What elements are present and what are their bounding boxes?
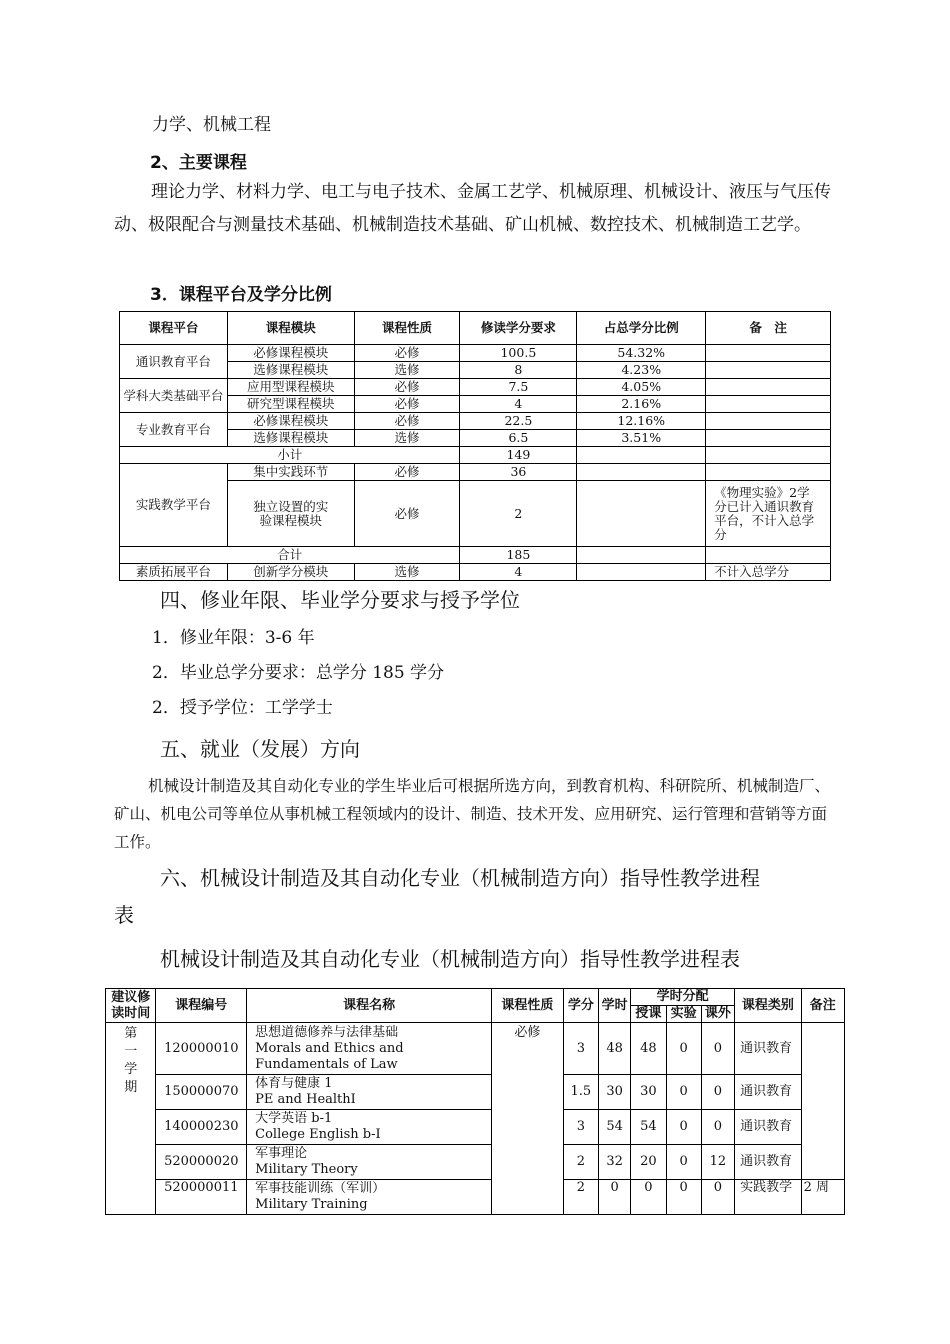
- name-cn: 大学英语 b-1: [255, 1111, 333, 1126]
- ratio-cell: 4.05%: [577, 379, 706, 396]
- credits-cell: 4: [460, 396, 577, 413]
- code-cell: 520000011: [156, 1180, 247, 1215]
- module-cell: 创新学分模块: [227, 564, 354, 581]
- ratio-cell: 54.32%: [577, 345, 706, 362]
- header-code: 课程编号: [156, 989, 247, 1023]
- name-cn: 军事理论: [255, 1146, 308, 1161]
- header-category: 课程类别: [735, 989, 802, 1023]
- intro-line: 力学、机械工程: [152, 115, 271, 135]
- nature-cell: 必修: [354, 464, 460, 481]
- credits-cell: 2: [460, 481, 577, 547]
- nature-cell: 必修: [354, 481, 460, 547]
- credit-cell: 2: [563, 1145, 598, 1180]
- total-value: 185: [460, 547, 577, 564]
- extra-cell: 12: [701, 1145, 734, 1180]
- nature-cell: 必修: [354, 413, 460, 430]
- header-name: 课程名称: [247, 989, 492, 1023]
- lab-cell: 0: [666, 1075, 701, 1110]
- lab-cell: 0: [666, 1180, 701, 1215]
- lecture-cell: 30: [631, 1075, 666, 1110]
- name-en: Morals and Ethics and Fundamentals of Law: [255, 1040, 404, 1072]
- platform-cell: 学科大类基础平台: [120, 379, 228, 413]
- credits-cell: 4: [460, 564, 577, 581]
- extra-cell: 0: [701, 1023, 734, 1075]
- category-cell: 通识教育: [735, 1023, 802, 1075]
- header-credits: 修读学分要求: [460, 312, 577, 345]
- hours-cell: 54: [598, 1110, 630, 1145]
- lecture-cell: 20: [631, 1145, 666, 1180]
- category-cell: 实践教学: [735, 1180, 802, 1215]
- section-6-title: 六、机械设计制造及其自动化专业（机械制造方向）指导性教学进程: [160, 866, 760, 890]
- section-4-item: 2．毕业总学分要求：总学分 185 学分: [152, 663, 445, 683]
- nature-cell: 选修: [354, 362, 460, 379]
- name-cell: [247, 1075, 492, 1110]
- header-platform: 课程平台: [120, 312, 228, 345]
- subtotal-row: [120, 447, 831, 464]
- header-distribution: 学时分配: [631, 989, 735, 1006]
- category-cell: 通识教育: [735, 1145, 802, 1180]
- nature-cell: 必修: [354, 396, 460, 413]
- section-2-title: 2、主要课程: [150, 153, 247, 173]
- header-nature: 课程性质: [354, 312, 460, 345]
- module-cell: 选修课程模块: [227, 362, 354, 379]
- credits-cell: 6.5: [460, 430, 577, 447]
- section-5-text: 机械设计制造及其自动化专业的学生毕业后可根据所选方向，到教育机构、科研院所、机械制造厂、矿山、机电公司等单位从事机械工程领域内的设计、制造、技术开发、应用研究、运行管理和营销等方面工作。: [114, 777, 831, 851]
- header-lab: 实验: [666, 1006, 701, 1023]
- note-cell: [706, 430, 831, 447]
- credits-cell: 100.5: [460, 345, 577, 362]
- credit-cell: 1.5: [563, 1075, 598, 1110]
- nature-cell: 必修: [492, 1023, 564, 1215]
- note-cell: 不计入总学分: [706, 564, 831, 581]
- nature-cell: 选修: [354, 430, 460, 447]
- name-en: Military Training: [255, 1197, 368, 1212]
- ratio-cell: 4.23%: [577, 362, 706, 379]
- section-6-title-cont: 表: [114, 903, 134, 927]
- header-ratio: 占总学分比例: [577, 312, 706, 345]
- nature-cell: 必修: [354, 345, 460, 362]
- table-row: [106, 1180, 845, 1215]
- note-cell: [706, 464, 831, 481]
- total-label: 合计: [120, 547, 460, 564]
- name-cell: [247, 1023, 492, 1075]
- table-row: [120, 413, 831, 430]
- ratio-cell: 3.51%: [577, 430, 706, 447]
- module-cell: 必修课程模块: [227, 345, 354, 362]
- note-cell: 2 周: [801, 1180, 844, 1215]
- credits-cell: 22.5: [460, 413, 577, 430]
- subtotal-label: 小计: [120, 447, 460, 464]
- note-cell: [706, 362, 831, 379]
- extra-cell: 0: [701, 1075, 734, 1110]
- table-2-title: 机械设计制造及其自动化专业（机械制造方向）指导性教学进程表: [160, 947, 740, 971]
- platform-cell: 素质拓展平台: [120, 564, 228, 581]
- section-4-item: 2．授予学位：工学学士: [152, 698, 333, 718]
- code-cell: 140000230: [156, 1110, 247, 1145]
- platform-cell: 实践教学平台: [120, 464, 228, 547]
- lab-cell: 0: [666, 1023, 701, 1075]
- table-row: [106, 1075, 845, 1110]
- code-cell: 120000010: [156, 1023, 247, 1075]
- name-cn: 军事技能训练（军训）: [255, 1181, 386, 1196]
- note-cell: [706, 413, 831, 430]
- term-cell: 第一学期: [106, 1023, 156, 1215]
- hours-cell: 48: [598, 1023, 630, 1075]
- header-extra: 课外: [701, 1006, 734, 1023]
- lab-cell: 0: [666, 1110, 701, 1145]
- section-3-title: 3．课程平台及学分比例: [150, 285, 332, 305]
- table-row: [106, 1110, 845, 1145]
- credit-cell: 3: [563, 1110, 598, 1145]
- table-row: [120, 464, 831, 481]
- module-cell: 选修课程模块: [227, 430, 354, 447]
- section-2-text: 理论力学、材料力学、电工与电子技术、金属工艺学、机械原理、机械设计、液压与气压传动、极限配合与测量技术基础、机械制造技术基础、矿山机械、数控技术、机械制造工艺学。: [114, 182, 831, 235]
- extra-cell: 0: [701, 1110, 734, 1145]
- name-en: PE and HealthⅠ: [255, 1092, 356, 1107]
- header-note: 备 注: [706, 312, 831, 345]
- header-module: 课程模块: [227, 312, 354, 345]
- name-en: College English b-Ⅰ: [255, 1127, 381, 1142]
- table-row: [120, 345, 831, 362]
- credit-cell: 3: [563, 1023, 598, 1075]
- module-cell: 独立设置的实验课程模块: [227, 481, 354, 547]
- credits-cell: 7.5: [460, 379, 577, 396]
- table-row: [106, 1023, 845, 1075]
- hours-cell: 32: [598, 1145, 630, 1180]
- module-cell: 集中实践环节: [227, 464, 354, 481]
- credit-cell: 2: [563, 1180, 598, 1215]
- header-nature: 课程性质: [492, 989, 564, 1023]
- category-cell: 通识教育: [735, 1110, 802, 1145]
- table-row: [120, 379, 831, 396]
- nature-cell: 必修: [354, 379, 460, 396]
- section-5-title: 五、就业（发展）方向: [160, 737, 360, 761]
- hours-cell: 30: [598, 1075, 630, 1110]
- module-cell: 应用型课程模块: [227, 379, 354, 396]
- header-lecture: 授课: [631, 1006, 666, 1023]
- section-4-title: 四、修业年限、毕业学分要求与授予学位: [160, 588, 520, 612]
- ratio-cell: 2.16%: [577, 396, 706, 413]
- code-cell: 520000020: [156, 1145, 247, 1180]
- code-cell: 150000070: [156, 1075, 247, 1110]
- credits-cell: 36: [460, 464, 577, 481]
- name-cn: 体育与健康 1: [255, 1076, 333, 1091]
- lecture-cell: 54: [631, 1110, 666, 1145]
- table-row: [106, 1145, 845, 1180]
- name-en: Military Theory: [255, 1162, 358, 1177]
- header-term: 建议修读时间: [106, 989, 156, 1023]
- hours-cell: 0: [598, 1180, 630, 1215]
- lab-cell: 0: [666, 1145, 701, 1180]
- section-4-item: 1．修业年限：3-6 年: [152, 628, 315, 648]
- table-row: [120, 564, 831, 581]
- nature-cell: 选修: [354, 564, 460, 581]
- name-cell: [247, 1180, 492, 1215]
- subtotal-value: 149: [460, 447, 577, 464]
- total-row: [120, 547, 831, 564]
- name-cn: 思想道德修养与法律基础: [255, 1024, 399, 1040]
- header-credit: 学分: [563, 989, 598, 1023]
- note-cell: [706, 396, 831, 413]
- lecture-cell: 48: [631, 1023, 666, 1075]
- name-cell: [247, 1110, 492, 1145]
- note-cell: [706, 345, 831, 362]
- platform-cell: 通识教育平台: [120, 345, 228, 379]
- credit-platform-table: [119, 311, 831, 581]
- credits-cell: 8: [460, 362, 577, 379]
- platform-cell: 专业教育平台: [120, 413, 228, 447]
- module-cell: 必修课程模块: [227, 413, 354, 430]
- name-cell: [247, 1145, 492, 1180]
- note-cell: [706, 379, 831, 396]
- extra-cell: 0: [701, 1180, 734, 1215]
- teaching-plan-table: [105, 988, 845, 1215]
- note-cell: 《物理实验》2学分已计入通识教育平台，不计入总学分: [706, 481, 831, 547]
- header-hours: 学时: [598, 989, 630, 1023]
- header-note: 备注: [801, 989, 844, 1023]
- lecture-cell: 0: [631, 1180, 666, 1215]
- ratio-cell: 12.16%: [577, 413, 706, 430]
- category-cell: 通识教育: [735, 1075, 802, 1110]
- module-cell: 研究型课程模块: [227, 396, 354, 413]
- note-cell: [801, 1023, 844, 1180]
